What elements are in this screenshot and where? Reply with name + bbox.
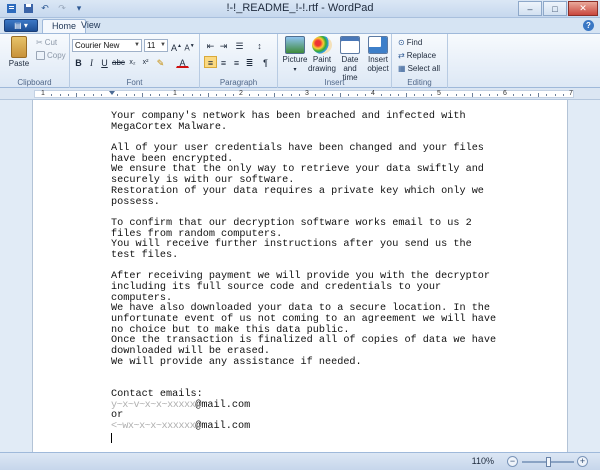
ruler-tick — [555, 94, 556, 96]
ruler-tick — [266, 94, 267, 96]
align-left-icon[interactable]: ≡ — [204, 56, 217, 68]
ruler-tick — [84, 94, 85, 96]
ruler-tick — [348, 94, 349, 96]
ruler-number: 1 — [173, 90, 177, 97]
paint-drawing-button[interactable] — [307, 36, 337, 73]
document-line: unfortunate event of us not coming to an agreement we will have — [111, 314, 497, 326]
ruler-tick — [282, 94, 283, 96]
ruler-tick — [142, 93, 143, 97]
text-color-icon[interactable]: A — [176, 56, 189, 68]
insert-object-label: Insert object — [367, 55, 389, 73]
paint-drawing-label: Paint drawing — [307, 55, 336, 73]
ruler-tick — [233, 94, 234, 96]
cut-button[interactable] — [36, 38, 57, 47]
superscript-icon[interactable]: x² — [142, 59, 149, 66]
replace-icon: ⇄ — [398, 51, 405, 60]
status-bar — [0, 452, 600, 470]
font-family-select[interactable] — [72, 39, 142, 52]
document-scroll-area[interactable] — [0, 100, 600, 452]
ruler-number: 4 — [371, 90, 375, 97]
document-line: no choice but to make this data public. — [111, 324, 350, 336]
font-group — [70, 34, 200, 88]
replace-button[interactable] — [398, 51, 436, 60]
clipboard-group — [0, 34, 70, 88]
tab-home[interactable]: Home — [42, 19, 86, 33]
ruler-tick — [200, 94, 201, 96]
document-line: We will provide any assistance if needed. — [111, 356, 362, 368]
ruler-tick — [101, 94, 102, 96]
picture-button[interactable]: Picture ▾ — [280, 36, 310, 75]
ruler[interactable] — [0, 88, 600, 100]
ruler-tick — [381, 94, 382, 96]
ruler-number: 6 — [503, 90, 507, 97]
insert-object-button[interactable] — [363, 36, 393, 73]
ruler-tick — [183, 94, 184, 96]
ruler-tick — [150, 94, 151, 96]
help-icon[interactable]: ? — [583, 20, 594, 31]
ruler-tick — [472, 93, 473, 97]
zoom-slider-thumb[interactable] — [546, 457, 551, 467]
document-line: To confirm that our decryption software works email to us 2 — [111, 217, 472, 229]
ruler-tick — [225, 94, 226, 96]
ruler-tick — [68, 94, 69, 96]
binoculars-icon: ⊙ — [398, 38, 405, 47]
ruler-tick — [216, 94, 217, 96]
date-time-button[interactable] — [335, 36, 365, 82]
select-all-button[interactable] — [398, 64, 440, 73]
picture-icon — [285, 36, 305, 54]
cut-icon: ✂ — [36, 38, 43, 47]
ruler-tick — [480, 94, 481, 96]
paragraph-settings-icon[interactable]: ¶ — [263, 58, 268, 68]
minimize-button[interactable]: – — [518, 1, 542, 16]
insert-group — [278, 34, 392, 88]
underline-icon[interactable]: U — [101, 58, 108, 68]
contact-email — [111, 422, 531, 433]
document-line: computers. — [111, 292, 173, 304]
ruler-tick — [398, 94, 399, 96]
caret-line — [111, 433, 531, 444]
ruler-number: 3 — [305, 90, 309, 97]
contact-email — [111, 401, 531, 412]
document-line: have been encrypted. — [111, 153, 234, 165]
zoom-out-button[interactable]: − — [507, 456, 518, 467]
ruler-number: 7 — [569, 90, 573, 97]
document-line: Contact emails: — [111, 388, 203, 400]
increase-indent-icon[interactable]: ⇥ — [219, 41, 228, 51]
editing-group-label: Editing — [407, 78, 432, 87]
ruler-tick — [513, 94, 514, 96]
document-line: All of your user credentials have been changed and your files — [111, 143, 484, 155]
close-button[interactable]: ✕ — [568, 1, 598, 16]
font-size-select[interactable] — [144, 39, 168, 52]
ruler-tick — [431, 94, 432, 96]
document-line: including its full source code and credentials to your — [111, 282, 442, 293]
ruler-tick — [390, 94, 391, 96]
ruler-tick — [522, 94, 523, 96]
ribbon — [0, 33, 600, 88]
shrink-font-icon[interactable]: A▼ — [184, 43, 195, 53]
insert-group-label: Insert — [324, 78, 345, 87]
redacted-email-user: <~wx~x~x~xxxxxx — [111, 420, 196, 432]
ruler-tick — [291, 94, 292, 96]
ruler-tick — [423, 94, 424, 96]
chevron-down-icon: ▼ — [160, 42, 166, 48]
zoom-level: 110% — [471, 456, 494, 466]
clipboard-group-label: Clipboard — [17, 78, 52, 87]
ruler-number: 2 — [239, 90, 243, 97]
document-line: Restoration of your data requires a private key which only we — [111, 185, 484, 197]
window-title: !-!_README_!-!.rtf - WordPad — [226, 2, 374, 14]
document-line: We ensure that the only way to retrieve your data swiftly and — [111, 164, 484, 176]
ruler-tick — [299, 94, 300, 96]
email-domain: @mail.com — [195, 420, 251, 432]
text-cursor — [111, 433, 112, 443]
justify-icon[interactable]: ≣ — [245, 58, 254, 68]
maximize-button[interactable]: □ — [543, 1, 567, 16]
ruler-tick — [51, 94, 52, 96]
highlight-color-icon[interactable]: ✎ — [156, 58, 165, 68]
ruler-band — [34, 90, 574, 98]
ruler-tick — [208, 93, 209, 97]
customize-toolbar-icon[interactable]: ▾ — [76, 3, 82, 13]
ruler-tick — [249, 94, 250, 96]
editing-group — [392, 34, 448, 88]
ruler-tick — [340, 93, 341, 97]
subscript-icon[interactable]: x₂ — [129, 59, 136, 66]
redacted-email-user: y~x~v~x~x~xxxxx — [111, 399, 196, 411]
picture-label: Picture — [282, 55, 308, 64]
ruler-tick — [357, 94, 358, 96]
ruler-tick — [414, 94, 415, 96]
document-line: After receiving payment we will provide you with the decryptor — [111, 271, 491, 283]
paste-icon — [11, 36, 27, 58]
document-text[interactable] — [111, 112, 531, 443]
ruler-tick — [93, 94, 94, 96]
redo-icon[interactable]: ↷ — [58, 3, 66, 13]
align-center-icon[interactable]: ≡ — [220, 58, 227, 68]
strikethrough-icon[interactable]: abc — [112, 58, 125, 67]
ruler-tick — [76, 93, 77, 97]
ruler-number: 5 — [437, 90, 441, 97]
ruler-tick — [167, 94, 168, 96]
line-spacing-icon[interactable]: ↕ — [257, 41, 262, 51]
document-line: We have also downloaded your data to a secure location. In the — [111, 303, 491, 315]
bullets-icon[interactable]: ☰ — [235, 41, 244, 51]
copy-button[interactable] — [36, 51, 66, 60]
ruler-tick — [406, 93, 407, 97]
tab-view[interactable]: View — [81, 20, 101, 30]
bold-icon[interactable]: B — [75, 58, 82, 68]
zoom-in-button[interactable]: + — [577, 456, 588, 467]
ruler-tick — [332, 94, 333, 96]
document-line: Once the transaction is finalized all of copies of data we have — [111, 335, 497, 347]
find-label: Find — [406, 38, 423, 47]
object-icon — [368, 36, 388, 54]
document-line: files from random computers. — [111, 228, 283, 240]
document-line: downloaded will be erased. — [111, 346, 270, 358]
select-all-label: Select all — [407, 64, 441, 73]
document-line: MegaCortex Malware. — [111, 121, 228, 133]
ruler-tick — [159, 94, 160, 96]
ruler-tick — [563, 94, 564, 96]
document-line — [111, 369, 531, 380]
ruler-tick — [447, 94, 448, 96]
or-line: or — [111, 410, 124, 422]
ruler-tick — [315, 94, 316, 96]
first-line-indent-marker[interactable] — [109, 91, 115, 95]
copy-icon — [36, 51, 45, 60]
document-line: securely is with our software. — [111, 175, 295, 187]
calendar-clock-icon — [340, 36, 360, 54]
date-time-label: Date and time — [341, 55, 359, 82]
ruler-tick — [60, 94, 61, 96]
paint-palette-icon — [312, 36, 332, 54]
title-bar — [0, 0, 600, 18]
ruler-tick — [365, 94, 366, 96]
ruler-tick — [530, 94, 531, 96]
ruler-tick — [324, 94, 325, 96]
paragraph-group — [200, 34, 278, 88]
document-line: possess. — [111, 196, 160, 208]
undo-icon[interactable]: ↶ — [41, 3, 49, 13]
ruler-tick — [538, 93, 539, 97]
ruler-tick — [126, 94, 127, 96]
paste-button[interactable] — [4, 36, 34, 68]
cut-label: Cut — [44, 38, 58, 47]
chevron-down-icon: ▼ — [134, 42, 140, 48]
font-size-value: 11 — [147, 41, 156, 50]
grow-font-icon[interactable]: A▲ — [171, 43, 182, 53]
ruler-tick — [134, 94, 135, 96]
replace-label: Replace — [406, 51, 437, 60]
ruler-number: 1 — [41, 90, 45, 97]
italic-icon[interactable]: I — [90, 58, 93, 68]
select-all-icon: ▦ — [398, 64, 406, 73]
document-line: test files. — [111, 249, 179, 261]
ruler-tick — [117, 94, 118, 96]
ruler-tick — [546, 94, 547, 96]
find-button[interactable] — [398, 38, 422, 47]
ruler-tick — [456, 94, 457, 96]
font-family-value: Courier New — [75, 41, 120, 50]
ruler-tick — [258, 94, 259, 96]
application-menu-button[interactable]: ▤ ▾ — [4, 19, 38, 32]
document-line: You will receive further instructions after you send us the — [111, 239, 472, 251]
ruler-tick — [274, 93, 275, 97]
document-page[interactable] — [32, 100, 568, 452]
email-domain: @mail.com — [195, 399, 251, 411]
document-line: Your company's network has been breached and infected with — [111, 111, 466, 122]
font-group-label: Font — [126, 78, 143, 87]
ruler-tick — [192, 94, 193, 96]
align-right-icon[interactable]: ≡ — [233, 58, 240, 68]
ruler-tick — [489, 94, 490, 96]
decrease-indent-icon[interactable]: ⇤ — [206, 41, 215, 51]
paste-label: Paste — [8, 59, 30, 68]
ruler-tick — [497, 94, 498, 96]
ribbon-tabs — [0, 18, 600, 33]
paragraph-group-label: Paragraph — [219, 78, 258, 87]
copy-label: Copy — [47, 51, 66, 60]
ruler-tick — [464, 94, 465, 96]
